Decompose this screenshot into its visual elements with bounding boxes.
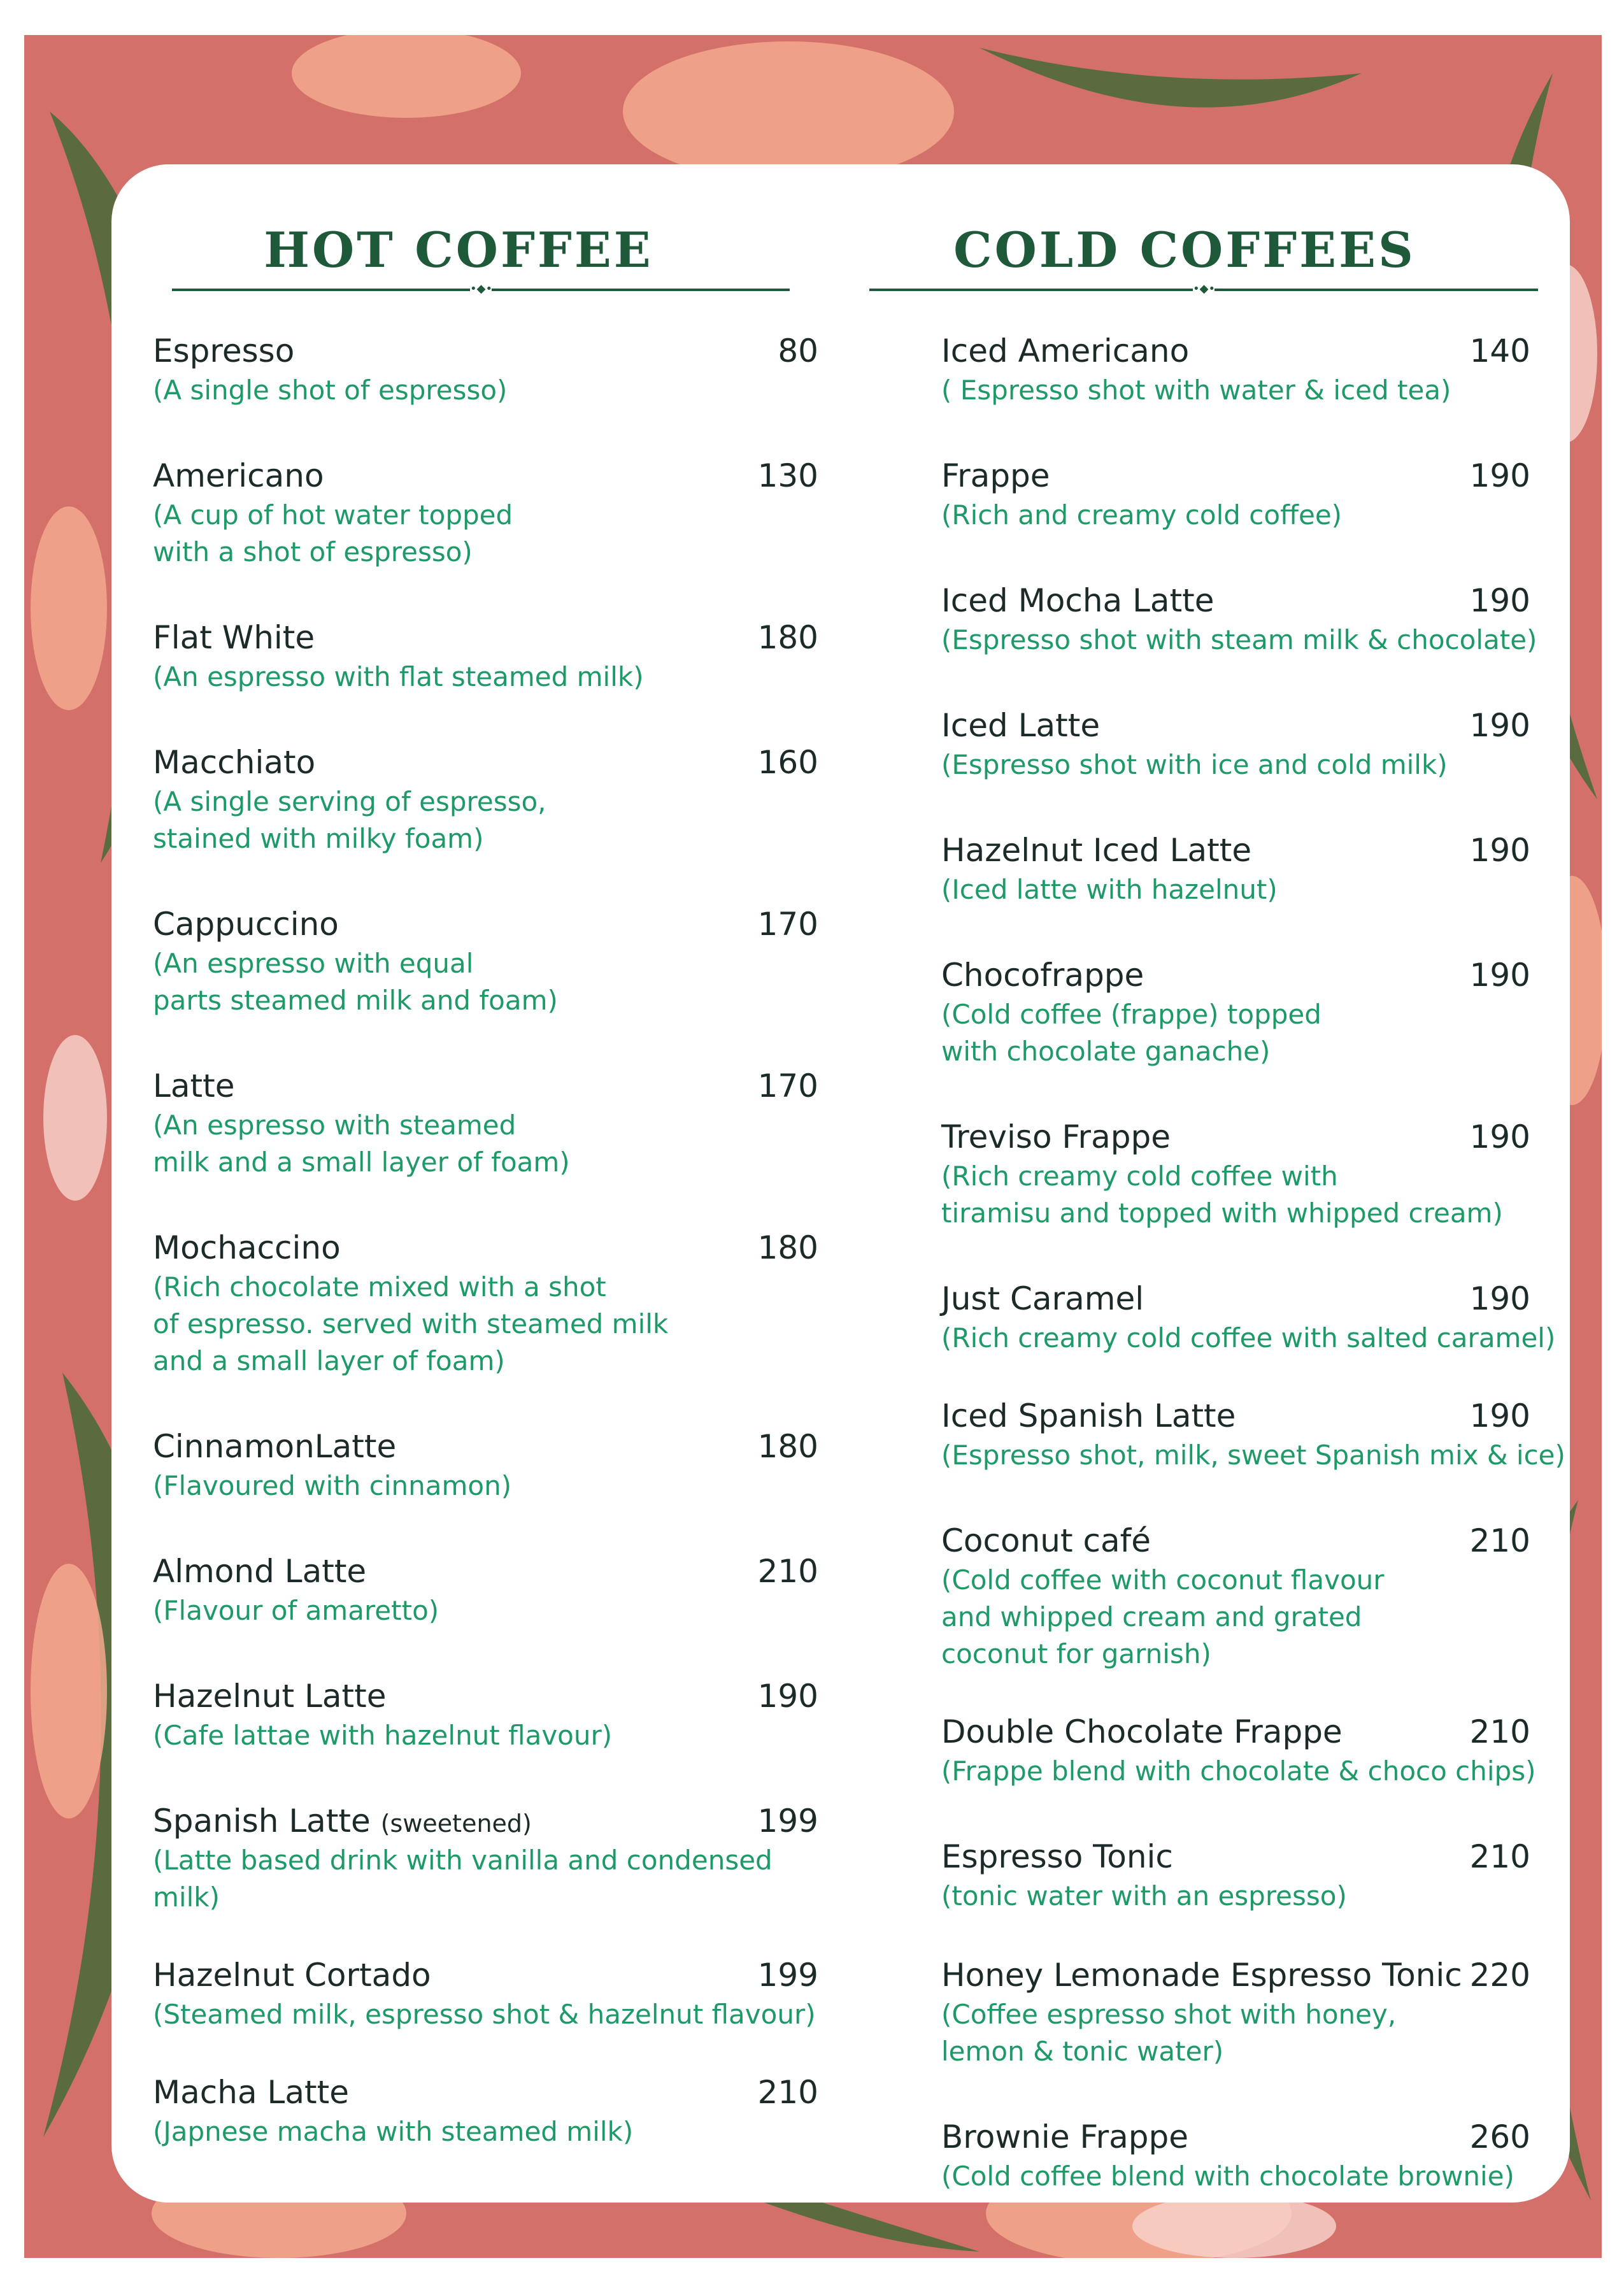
item-description: (Cold coffee blend with chocolate brownie) (941, 2161, 1514, 2192)
item-price: 220 (1469, 1957, 1530, 1994)
item-description: (Rich chocolate mixed with a shot (153, 1271, 606, 1303)
item-description: (An espresso with equal (153, 948, 474, 979)
item-description: of espresso. served with steamed milk (153, 1308, 669, 1339)
menu-item (941, 1712, 1536, 1790)
item-description: and a small layer of foam) (153, 1345, 505, 1376)
item-name: Hazelnut Cortado (153, 1957, 431, 1994)
menu-item-row (153, 1427, 818, 1466)
item-description: (Espresso shot with steam milk & chocolate) (941, 624, 1537, 655)
item-name: Latte (153, 1068, 235, 1104)
menu-item-row (941, 581, 1530, 620)
menu-item (153, 904, 818, 1019)
item-description: milk) (153, 1882, 220, 1913)
item-description: lemon & tonic water) (941, 2036, 1224, 2067)
menu-item-row (153, 1676, 818, 1716)
item-name: CinnamonLatte (153, 1428, 397, 1465)
item-description: (Cafe lattae with hazelnut flavour) (153, 1720, 613, 1751)
menu-item-row (941, 2117, 1530, 2157)
item-price: 190 (757, 1678, 818, 1715)
menu-item-row (941, 955, 1530, 995)
item-description: (Steamed milk, espresso shot & hazelnut flavour) (153, 1999, 816, 2030)
cold-coffees-heading: COLD COFFEES (953, 222, 1416, 278)
item-price: 210 (1469, 1713, 1530, 1750)
menu-item (153, 1801, 818, 1916)
menu-item-row (941, 1712, 1530, 1752)
menu-item (153, 2073, 818, 2150)
menu-item-row (941, 1521, 1530, 1561)
item-description: (Rich and creamy cold coffee) (941, 499, 1343, 531)
item-description: (Espresso shot with ice and cold milk) (941, 749, 1448, 780)
item-description: (Iced latte with hazelnut) (941, 874, 1278, 905)
item-name: Coconut café (941, 1522, 1151, 1559)
floral-background (24, 35, 1602, 2258)
menu-item-row (153, 1228, 818, 1268)
item-name: Chocofrappe (941, 957, 1144, 994)
leaf-shape (979, 48, 1362, 108)
item-name: Macchiato (153, 744, 316, 781)
item-name: Cappuccino (153, 906, 339, 943)
item-description: (Rich creamy cold coffee with salted caramel) (941, 1322, 1556, 1354)
petal-shape (1132, 2194, 1336, 2258)
petal-shape (31, 506, 107, 710)
item-price: 190 (1469, 1118, 1530, 1155)
item-name: Iced Americano (941, 332, 1190, 369)
menu-item (153, 1228, 818, 1380)
item-name: Honey Lemonade Espresso Tonic (941, 1957, 1462, 1994)
menu-item (153, 1066, 818, 1181)
menu-item (153, 331, 818, 409)
item-name-text: Spanish Latte (153, 1803, 371, 1839)
item-price: 190 (1469, 957, 1530, 994)
item-description: (Japnese macha with steamed milk) (153, 2116, 634, 2147)
item-name: Almond Latte (153, 1553, 367, 1590)
item-name: Double Chocolate Frappe (941, 1713, 1343, 1750)
item-price: 260 (1469, 2118, 1530, 2155)
item-price: 210 (757, 1553, 818, 1590)
item-price: 180 (757, 619, 818, 656)
item-name: Just Caramel (941, 1280, 1144, 1317)
item-name: Hazelnut Latte (153, 1678, 387, 1715)
menu-item-row (153, 2073, 818, 2112)
item-description: with chocolate ganache) (941, 1036, 1271, 1067)
item-price: 190 (1469, 457, 1530, 494)
menu-item-row (941, 331, 1530, 371)
item-description: (Flavour of amaretto) (153, 1595, 439, 1626)
menu-item (941, 831, 1530, 908)
item-description: (A cup of hot water topped (153, 499, 513, 531)
item-price: 199 (757, 1803, 818, 1839)
item-name: Espresso Tonic (941, 1838, 1173, 1875)
item-description: (Cold coffee (frappe) topped (941, 999, 1321, 1030)
menu-item (941, 1279, 1556, 1357)
menu-item-row (941, 456, 1530, 496)
item-name: Mochaccino (153, 1229, 341, 1266)
item-price: 160 (757, 744, 818, 781)
menu-item (153, 743, 818, 857)
item-description: (A single shot of espresso) (153, 375, 508, 406)
petal-shape (43, 1035, 107, 1201)
menu-item (941, 331, 1530, 409)
item-price: 190 (1469, 582, 1530, 619)
item-price: 190 (1469, 707, 1530, 744)
item-name: Macha Latte (153, 2074, 349, 2111)
item-name: Iced Spanish Latte (941, 1397, 1236, 1434)
item-description: (Espresso shot, milk, sweet Spanish mix & ice) (941, 1439, 1565, 1471)
menu-item (941, 1521, 1530, 1673)
item-price: 210 (1469, 1522, 1530, 1559)
item-description: (Coffee espresso shot with honey, (941, 1999, 1397, 2030)
menu-item (941, 955, 1530, 1070)
item-price: 210 (757, 2074, 818, 2111)
item-description: parts steamed milk and foam) (153, 985, 558, 1016)
menu-item (941, 456, 1530, 534)
menu-item (153, 1955, 818, 2033)
item-name: Treviso Frappe (941, 1118, 1171, 1155)
menu-item-row (941, 1279, 1530, 1318)
item-name: Brownie Frappe (941, 2118, 1189, 2155)
menu-item-row (153, 618, 818, 657)
petal-shape (292, 35, 521, 118)
menu-item (153, 1552, 818, 1629)
item-description: (An espresso with flat steamed milk) (153, 661, 644, 692)
menu-item-row (941, 1117, 1530, 1157)
menu-item-row (153, 331, 818, 371)
menu-item-row (153, 1552, 818, 1591)
item-description: (An espresso with steamed (153, 1110, 516, 1141)
petal-shape (31, 1564, 107, 1818)
petal-shape (623, 41, 954, 182)
item-name: Flat White (153, 619, 315, 656)
item-name: Espresso (153, 332, 295, 369)
item-description: and whipped cream and grated (941, 1601, 1362, 1632)
cold-coffees-column (844, 164, 1570, 2203)
item-name: Iced Mocha Latte (941, 582, 1214, 619)
item-description: stained with milky foam) (153, 823, 484, 854)
item-price: 190 (1469, 1280, 1530, 1317)
item-description: (Flavoured with cinnamon) (153, 1470, 512, 1501)
menu-item (941, 706, 1530, 783)
hot-coffee-heading: HOT COFFEE (264, 222, 653, 278)
item-price: 170 (757, 906, 818, 943)
item-description: (Frappe blend with chocolate & choco chips) (941, 1755, 1536, 1787)
item-description: ( Espresso shot with water & iced tea) (941, 375, 1451, 406)
item-name: Iced Latte (941, 707, 1100, 744)
item-price: 80 (778, 332, 818, 369)
item-name: Americano (153, 457, 324, 494)
item-price: 170 (757, 1068, 818, 1104)
menu-item-row (153, 743, 818, 782)
ornament-icon: •◆• (470, 282, 493, 296)
item-price: 210 (1469, 1838, 1530, 1875)
item-price: 190 (1469, 832, 1530, 869)
menu-item-row (941, 1396, 1530, 1436)
menu-item (153, 456, 818, 571)
menu-item-row (941, 706, 1530, 745)
menu-item (941, 1396, 1565, 1474)
item-description: (tonic water with an espresso) (941, 1880, 1347, 1911)
item-description: (Rich creamy cold coffee with (941, 1161, 1338, 1192)
item-note: (sweetened) (380, 1810, 532, 1838)
item-description: (Latte based drink with vanilla and condensed (153, 1845, 773, 1876)
menu-item (941, 1117, 1530, 1232)
menu-item-row (941, 831, 1530, 870)
item-name (153, 1801, 532, 1843)
menu-item-row (941, 1837, 1530, 1876)
menu-item-row (153, 904, 818, 944)
menu-item-row (153, 1801, 818, 1841)
item-price: 199 (757, 1957, 818, 1994)
item-price: 130 (757, 457, 818, 494)
hot-coffee-column (111, 164, 844, 2203)
menu-item (941, 1837, 1530, 1915)
menu-item-row (941, 1955, 1530, 1995)
item-description: (A single serving of espresso, (153, 786, 546, 817)
menu-item (941, 1955, 1530, 2070)
menu-item (153, 1427, 818, 1504)
ornament-icon: •◆• (1193, 282, 1216, 296)
item-description: coconut for garnish) (941, 1638, 1211, 1669)
menu-item (941, 2117, 1530, 2195)
menu-item (153, 1676, 818, 1754)
menu-item (941, 581, 1537, 659)
menu-item-row (153, 1955, 818, 1995)
item-description: tiramisu and topped with whipped cream) (941, 1197, 1503, 1229)
item-price: 180 (757, 1428, 818, 1465)
menu-item-row (153, 456, 818, 496)
item-name: Hazelnut Iced Latte (941, 832, 1252, 869)
item-price: 180 (757, 1229, 818, 1266)
item-description: milk and a small layer of foam) (153, 1146, 570, 1178)
item-price: 190 (1469, 1397, 1530, 1434)
item-description: (Cold coffee with coconut flavour (941, 1564, 1385, 1596)
menu-item (153, 618, 818, 696)
item-price: 140 (1469, 332, 1530, 369)
menu-item-row (153, 1066, 818, 1106)
item-description: with a shot of espresso) (153, 536, 473, 568)
menu-card (111, 164, 1570, 2203)
item-name: Frappe (941, 457, 1050, 494)
